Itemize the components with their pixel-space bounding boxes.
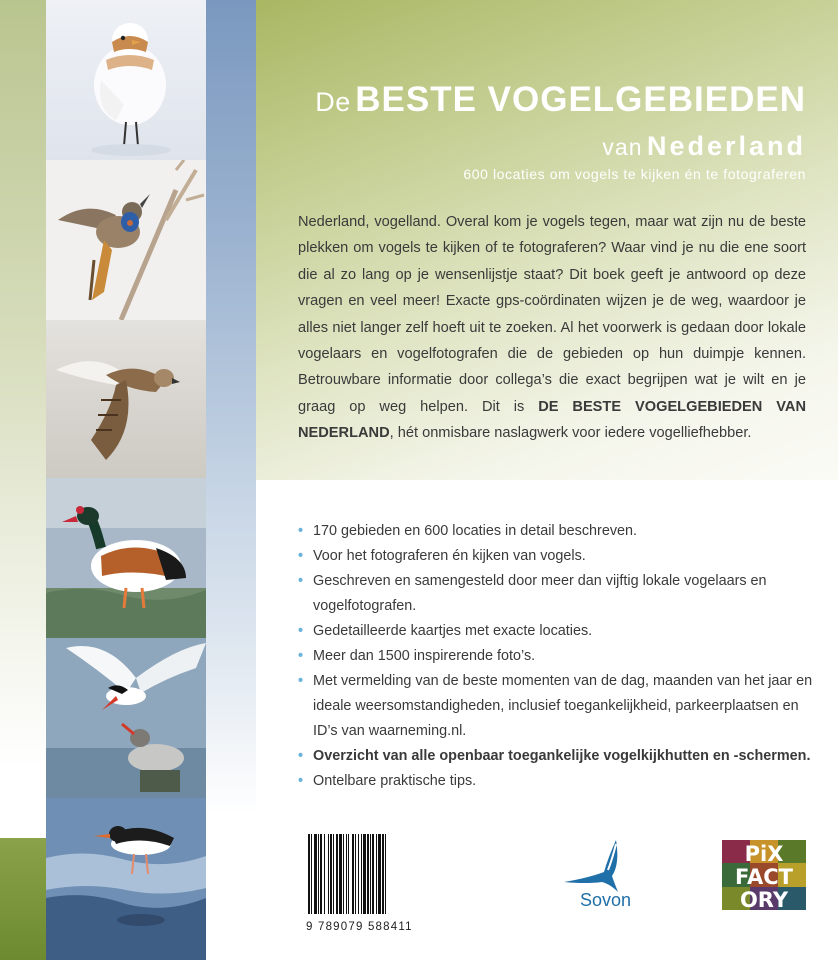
title-de: De — [315, 87, 351, 117]
left-edge-accent — [0, 838, 46, 960]
list-item: • Met vermelding van de beste momenten van de dag, maanden van het jaar en ideale weersomstandigheden, inclusief toegankelijkheid, parkeerplaatsen en ID’s van waarneming.nl. — [298, 673, 813, 739]
isbn-barcode — [306, 834, 424, 944]
title-van: van — [602, 134, 643, 160]
barcode-digits: 9 789079 588411 — [306, 921, 413, 933]
pix-row-1: PiX — [744, 842, 784, 866]
snow-bunting-photo — [46, 0, 206, 160]
pix-row-2: FACT — [735, 865, 793, 889]
list-item: • Gedetailleerde kaartjes met exacte locaties. — [298, 623, 593, 639]
list-item: • Voor het fotograferen én kijken van vogels. — [298, 548, 586, 564]
photo-column — [46, 0, 206, 960]
tern-photo — [46, 638, 206, 798]
pixfactory-logo — [722, 840, 806, 910]
harrier-photo — [46, 320, 206, 478]
barcode-icon — [306, 834, 424, 914]
pix-row-3: ORY — [739, 888, 789, 910]
left-edge-strip — [0, 0, 46, 960]
list-item: • Geschreven en samengesteld door meer dan vijftig lokale vogelaars en vogelfotografen. — [298, 573, 767, 614]
list-item: • Ontelbare praktische tips. — [298, 773, 477, 789]
blue-strip — [206, 0, 256, 960]
title-nederland: Nederland — [646, 131, 806, 161]
bluethroat-photo — [46, 160, 206, 320]
title-country-line — [602, 131, 806, 162]
list-item: • Meer dan 1500 inspirerende foto’s. — [298, 648, 536, 664]
list-item: • Overzicht van alle openbaar toegankelijke vogelkijkhutten en -schermen. — [298, 748, 811, 764]
oystercatcher-photo — [46, 798, 206, 960]
intro-text-2: , hét onmisbare naslagwerk voor iedere vogelliefhebber. — [389, 425, 752, 442]
subtitle: 600 locaties om vogels te kijken én te fotograferen — [463, 166, 806, 182]
intro-paragraph — [298, 209, 806, 447]
intro-text-1: Nederland, vogelland. Overal kom je vogels tegen, maar wat zijn nu de beste plekken om vogels te kijken of te fotograferen? Waar vind je nu die ene soort die al zo lang op je wensenlijstje staat? Dit boek geeft je antwoord op deze vragen en veel meer! Exacte gps-coördinaten wijzen je de weg, waardoor je alles niet langer zelf hoeft uit te zoeken. Al het voorwerk is gedaan door lokale vogelaars en vogelfotografen die de gebieden op hun duimpje kennen. Betrouwbare informatie door collega’s die exact begrijpen wat je wilt en je graag op weg helpen. Dit is — [298, 214, 806, 415]
intro-bold-title: DE BESTE VOGELGEBIEDEN VAN NEDERLAND — [298, 398, 806, 442]
title-beste-vogelgebieden: BESTE VOGELGEBIEDEN — [355, 80, 806, 119]
sovon-name: Sovon — [580, 890, 632, 910]
title-main — [315, 80, 806, 120]
swallow-icon — [558, 838, 654, 894]
sovon-logo — [558, 838, 654, 912]
list-item: • 170 gebieden en 600 locaties in detail beschreven. — [298, 523, 638, 539]
feature-list — [298, 519, 818, 794]
shelduck-photo — [46, 478, 206, 638]
